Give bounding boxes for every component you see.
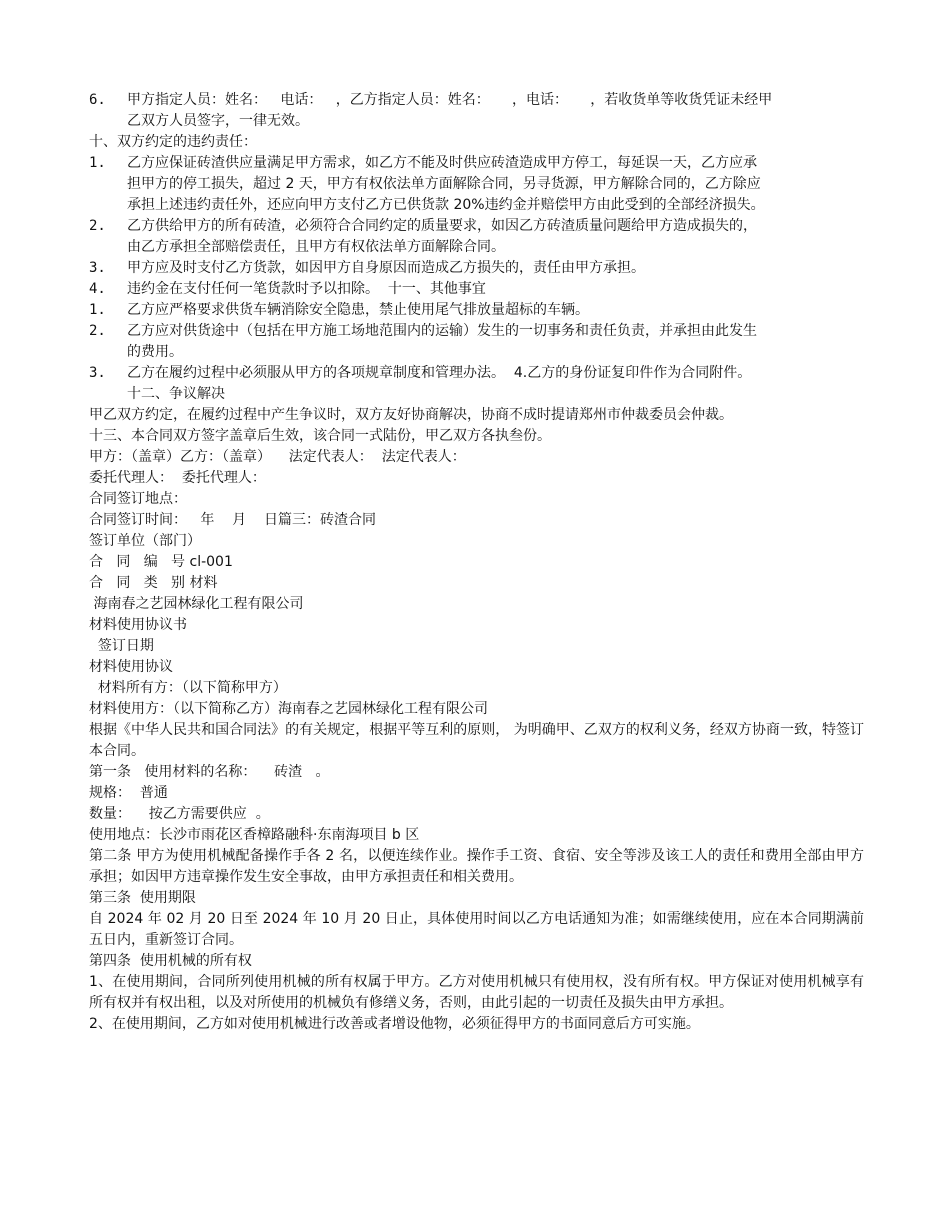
item-number: 2.	[89, 323, 106, 339]
signature-agents: 委托代理人： 委托代理人：	[89, 470, 266, 486]
other-item-1	[89, 300, 864, 321]
material-owner: 材料所有方：（以下简称甲方）	[89, 680, 287, 696]
article-3-paragraph: 自 2024 年 02 月 20 日至 2024 年 10 月 20 日止，具体使用时间以乙方电话通知为准；如需继续使用，应在本合同期满前五日内，重新签订合同。	[89, 911, 864, 948]
article-4-paragraph-1: 1、在使用期间，合同所列使用机械的所有权属于甲方。乙方对使用机械只有使用权，没有所有权。甲方保证对使用机械享有所有权并有权出租，以及对所使用的机械负有修缮义务，否则，由此引起的一切责任及损失由甲方承担。	[89, 974, 864, 1011]
agreement-title: 材料使用协议	[89, 659, 173, 675]
preamble-paragraph: 根据《中华人民共和国合同法》的有关规定，根据平等互利的原则， 为明确甲、乙双方的权利义务，经双方协商一致，特签订本合同。	[89, 722, 864, 759]
item-number: 1.	[89, 155, 106, 171]
item-line: 甲方指定人员：姓名： 电话： ，乙方指定人员：姓名： ，电话： ，若收货单等收货凭证未经甲	[127, 92, 773, 108]
item-line: 乙方应严格要求供货车辆消除安全隐患，禁止使用尾气排放量超标的车辆。	[127, 302, 589, 318]
breach-item-3	[89, 258, 864, 279]
article-3-title: 第三条 使用期限	[89, 890, 196, 906]
item-line: 十二、争议解决	[127, 386, 225, 402]
item-line: 由乙方承担全部赔偿责任，且甲方有权依法单方面解除合同。	[127, 239, 505, 255]
item-line: 担甲方的停工损失，超过 2 天，甲方有权依法单方面解除合同，另寻货源，甲方解除合同的，乙方除应	[127, 176, 761, 192]
item-line: 乙方应对供货途中（包括在甲方施工场地范围内的运输）发生的一切事务和责任负责，并承担由此发生	[127, 323, 757, 339]
dispute-clause: 甲乙双方约定，在履约过程中产生争议时，双方友好协商解决，协商不成时提请郑州市仲裁委员会仲裁。	[89, 407, 733, 423]
item-number: 1.	[89, 302, 106, 318]
item-line: 乙双方人员签字，一律无效。	[127, 113, 309, 129]
item-line: 甲方应及时支付乙方货款，如因甲方自身原因而造成乙方损失的，责任由甲方承担。	[127, 260, 645, 276]
item-line: 承担上述违约责任外，还应向甲方支付乙方已供货款 20%违约金并赔偿甲方由此受到的全部经济损失。	[127, 197, 765, 213]
item-line: 乙方应保证砖渣供应量满足甲方需求，如乙方不能及时供应砖渣造成甲方停工，每延误一天，乙方应承	[127, 155, 757, 171]
company-name: 海南春之艺园林绿化工程有限公司	[89, 596, 304, 612]
contract-type: 合 同 类 别 材料	[89, 575, 218, 591]
article-4-title: 第四条 使用机械的所有权	[89, 953, 252, 969]
article-4-paragraph-2: 2、在使用期间，乙方如对使用机械进行改善或者增设他物，必须征得甲方的书面同意后方可实施。	[89, 1016, 700, 1032]
material-user: 材料使用方：（以下简称乙方）海南春之艺园林绿化工程有限公司	[89, 701, 488, 717]
document-page	[89, 90, 864, 1035]
item-line: 乙方在履约过程中必须服从甲方的各项规章制度和管理办法。 4.乙方的身份证复印件作为合同附件。	[127, 365, 752, 381]
article-1-place: 使用地点：长沙市雨花区香樟路融科·东南海项目 b 区	[89, 827, 420, 843]
article-2-paragraph: 第二条 甲方为使用机械配备操作手各 2 名，以便连续作业。操作手工资、食宿、安全等涉及该工人的责任和费用全部由甲方承担；如因甲方违章操作发生安全事故，由甲方承担责任和相关费用。	[89, 848, 864, 885]
signing-unit: 签订单位（部门）	[89, 533, 201, 549]
breach-item-4	[89, 279, 864, 300]
clause-item-6	[89, 90, 864, 132]
effectiveness-clause: 十三、本合同双方签字盖章后生效，该合同一式陆份，甲乙双方各执叁份。	[89, 428, 551, 444]
section-heading-10: 十、双方约定的违约责任：	[89, 134, 257, 150]
item-number: 2.	[89, 218, 106, 234]
breach-item-2	[89, 216, 864, 258]
article-1-quantity: 数量： 按乙方需要供应 。	[89, 806, 270, 822]
item-number: 6.	[89, 92, 106, 108]
article-1-spec: 规格： 普通	[89, 785, 168, 801]
contract-number: 合 同 编 号 cl-001	[89, 554, 233, 570]
item-line: 乙方供给甲方的所有砖渣，必须符合合同约定的质量要求，如因乙方砖渣质量问题给甲方造成损失的，	[127, 218, 757, 234]
article-1-name: 第一条 使用材料的名称： 砖渣 。	[89, 764, 330, 780]
item-number: 3.	[89, 260, 106, 276]
item-number: 3.	[89, 365, 106, 381]
signing-place: 合同签订地点：	[89, 491, 187, 507]
breach-item-1	[89, 153, 864, 216]
item-line: 的费用。	[127, 344, 183, 360]
item-line: 违约金在支付任何一笔货款时予以扣除。 十一、其他事宜	[127, 281, 486, 297]
document-title: 材料使用协议书	[89, 617, 187, 633]
item-number: 4.	[89, 281, 106, 297]
signing-time: 合同签订时间： 年 月 日篇三：砖渣合同	[89, 512, 376, 528]
signature-parties: 甲方：（盖章）乙方：（盖章） 法定代表人： 法定代表人：	[89, 449, 466, 465]
other-item-3	[89, 363, 864, 405]
signing-date: 签订日期	[89, 638, 154, 654]
other-item-2	[89, 321, 864, 363]
